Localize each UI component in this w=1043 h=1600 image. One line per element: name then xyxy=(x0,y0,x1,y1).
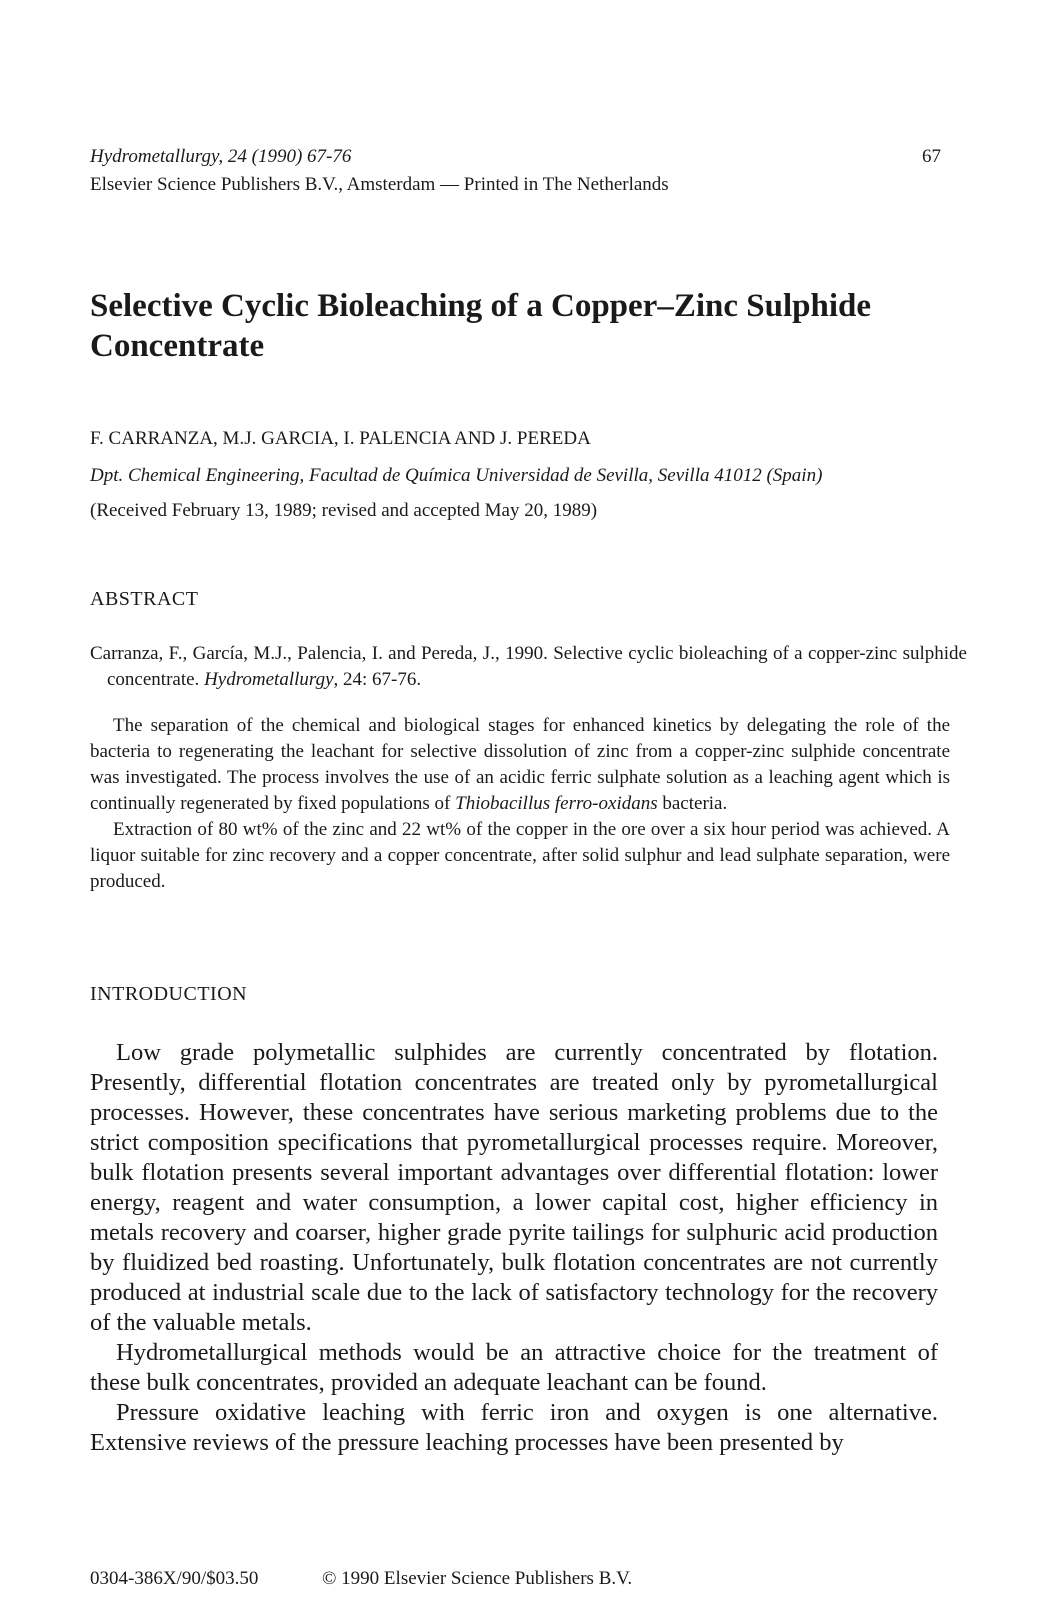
abstract-citation xyxy=(90,641,967,693)
page-number: 67 xyxy=(922,146,941,167)
abstract-body xyxy=(90,713,950,895)
introduction-heading: INTRODUCTION xyxy=(90,983,248,1005)
abstract-paragraph xyxy=(90,713,950,817)
intro-paragraph: Hydrometallurgical methods would be an attractive choice for the treatment of these bulk concentrates, provided an adequate leachant can be found. xyxy=(90,1339,938,1396)
citation-journal: Hydrometallurgy xyxy=(204,669,334,690)
journal-citation: Hydrometallurgy, 24 (1990) 67-76 xyxy=(90,146,352,167)
publisher-line: Elsevier Science Publishers B.V., Amsterdam — Printed in The Netherlands xyxy=(90,174,669,195)
citation-pages: , 24: 67-76. xyxy=(333,669,422,690)
intro-paragraph: Pressure oxidative leaching with ferric iron and oxygen is one alternative. Extensive reviews of the pressure leaching processes have been presented by xyxy=(90,1399,938,1456)
abstract-paragraph: Extraction of 80 wt% of the zinc and 22 wt% of the copper in the ore over a six hour period was achieved. A liquor suitable for zinc recovery and a copper concentrate, after solid sulphur and lead sulphate separation, were produced. xyxy=(90,819,950,892)
issn-price-code: 0304-386X/90/$03.50 xyxy=(90,1568,259,1589)
abstract-heading: ABSTRACT xyxy=(90,588,199,610)
affiliation: Dpt. Chemical Engineering, Facultad de Química Universidad de Sevilla, Sevilla 41012 (Spain) xyxy=(90,465,823,486)
citation-authors: Carranza, F., García, M.J., Palencia, I. and Pereda, J., 1990. Selective cyclic bioleaching of a copper-zinc sulphide concentrate. xyxy=(90,643,967,690)
introduction-body xyxy=(90,1038,938,1458)
abstract-text: bacteria. xyxy=(657,793,728,814)
paper-title: Selective Cyclic Bioleaching of a Copper–Zinc Sulphide Concentrate xyxy=(90,288,871,364)
received-dates: (Received February 13, 1989; revised and accepted May 20, 1989) xyxy=(90,500,598,521)
bacteria-species: Thiobacillus ferro-oxidans xyxy=(455,793,658,814)
abstract-text: The separation of the chemical and biological stages for enhanced kinetics by delegating the role of the bacteria to regenerating the leachant for selective dissolution of zinc from a copper-zinc sulphide concentrate was investigated. The process involves the use of an acidic ferric sulphate solution as a leaching agent which is continually regenerated by fixed populations of xyxy=(90,715,950,814)
copyright-line: © 1990 Elsevier Science Publishers B.V. xyxy=(322,1568,633,1589)
authors: F. CARRANZA, M.J. GARCIA, I. PALENCIA AND J. PEREDA xyxy=(90,428,591,449)
intro-paragraph: Low grade polymetallic sulphides are currently concentrated by flotation. Presently, differential flotation concentrates are treated only by pyrometallurgical processes. However, these concentrates have serious marketing problems due to the strict composition specifications that pyrometallurgical processes require. Moreover, bulk flotation presents several important advantages over differential flotation: lower energy, reagent and water consumption, a lower capital cost, higher efficiency in metals recovery and coarser, higher grade pyrite tailings for sulphuric acid production by fluidized bed roasting. Unfortunately, bulk flotation concentrates are not currently produced at industrial scale due to the lack of satisfactory technology for the recovery of the valuable metals. xyxy=(90,1039,938,1336)
